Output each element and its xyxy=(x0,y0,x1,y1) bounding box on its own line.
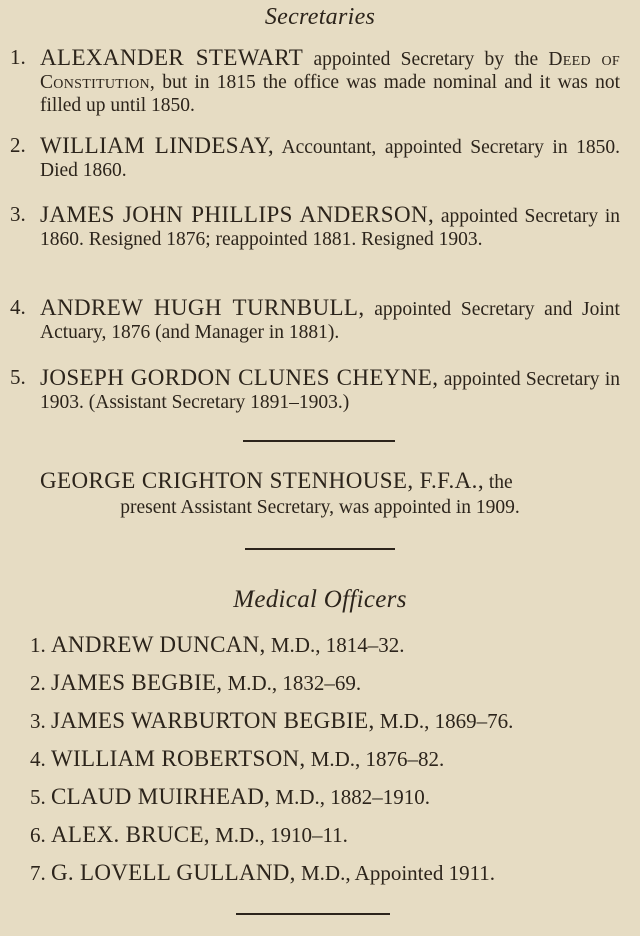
medical-officer-entry-5 xyxy=(30,784,630,810)
entry-number: 2. xyxy=(10,133,26,157)
entry-text xyxy=(40,296,620,344)
officer-name: CLAUD MUIRHEAD, xyxy=(51,784,271,809)
secretary-name: WILLIAM LINDESAY, xyxy=(40,133,275,158)
assistant-secretary-name: GEORGE CRIGHTON STENHOUSE, F.F.A., xyxy=(40,468,484,493)
medical-officer-entry-6 xyxy=(30,822,630,848)
entry-text xyxy=(40,46,620,117)
medical-officer-entry-3 xyxy=(30,708,630,734)
entry-number: 4. xyxy=(30,747,46,771)
entry-text-line1: appointed Secretary by the xyxy=(303,49,539,70)
entry-text-rest: Accountant, appointed Secretary in 1850. Died 1860. xyxy=(40,137,620,181)
secretary-name: ANDREW HUGH TURNBULL, xyxy=(40,295,365,320)
entry-number: 7. xyxy=(30,861,46,885)
entry-text-rest: appointed Secretary in 1860. Resigned 1876; reappointed 1881. Resigned 1903. xyxy=(40,206,620,250)
officer-name: WILLIAM ROBERTSON, xyxy=(51,746,306,771)
assistant-secretary-line1 xyxy=(40,468,620,496)
officer-details: M.D., Appointed 1911. xyxy=(295,861,496,885)
divider-rule xyxy=(236,913,390,915)
divider-rule xyxy=(245,548,395,550)
officer-details: M.D., 1876–82. xyxy=(305,747,445,771)
officer-details: M.D., 1882–1910. xyxy=(270,785,431,809)
officer-details: M.D., 1910–11. xyxy=(209,823,348,847)
officer-details: M.D., 1869–76. xyxy=(374,709,514,733)
officer-name: JAMES BEGBIE, xyxy=(51,670,223,695)
secretary-entry-3 xyxy=(10,203,620,251)
entry-number: 6. xyxy=(30,823,46,847)
secretary-entry-5 xyxy=(10,366,620,414)
medical-officer-entry-1 xyxy=(30,632,630,658)
entry-number: 2. xyxy=(30,671,46,695)
medical-officer-entry-7 xyxy=(30,860,630,886)
medical-officer-entry-4 xyxy=(30,746,630,772)
secretary-entry-4 xyxy=(10,296,620,344)
entry-number: 1. xyxy=(30,633,46,657)
officer-name: G. LOVELL GULLAND, xyxy=(51,860,296,885)
officer-details: M.D., 1832–69. xyxy=(222,671,362,695)
assistant-secretary-line2: present Assistant Secretary, was appointed in 1909. xyxy=(120,497,520,518)
entry-number: 3. xyxy=(10,202,26,226)
secretary-name: JAMES JOHN PHILLIPS ANDERSON, xyxy=(40,202,435,227)
officer-details: M.D., 1814–32. xyxy=(265,633,405,657)
entry-number: 1. xyxy=(10,45,26,69)
deed-of-constitution: Deed of Constitution, xyxy=(40,49,620,93)
entry-text xyxy=(40,366,620,414)
secretary-name: ALEXANDER STEWART xyxy=(40,45,304,70)
entry-text-rest: appointed Secretary in 1903. (Assistant Secretary 1891–1903.) xyxy=(40,369,620,413)
medical-officer-entry-2 xyxy=(30,670,630,696)
entry-number: 3. xyxy=(30,709,46,733)
entry-number: 5. xyxy=(30,785,46,809)
secretary-name: JOSEPH GORDON CLUNES CHEYNE, xyxy=(40,365,439,390)
officer-name: ANDREW DUNCAN, xyxy=(51,632,266,657)
entry-number: 4. xyxy=(10,295,26,319)
officer-name: JAMES WARBURTON BEGBIE, xyxy=(51,708,375,733)
medical-officers-heading: Medical Officers xyxy=(233,586,407,613)
entry-text-rest: but in 1815 the office was made nominal and it was not filled up until 1850. xyxy=(40,72,620,116)
entry-text xyxy=(40,203,620,251)
assistant-secretary-the: the xyxy=(483,472,513,493)
officer-name: ALEX. BRUCE, xyxy=(51,822,210,847)
secretaries-heading: Secretaries xyxy=(264,4,376,30)
secretary-entry-1 xyxy=(10,46,620,117)
entry-number: 5. xyxy=(10,365,26,389)
entry-text-rest: appointed Secretary and Joint Actuary, 1876 (and Manager in 1881). xyxy=(40,299,620,343)
secretary-entry-2 xyxy=(10,134,620,182)
entry-text xyxy=(40,134,620,182)
divider-rule xyxy=(243,440,395,442)
